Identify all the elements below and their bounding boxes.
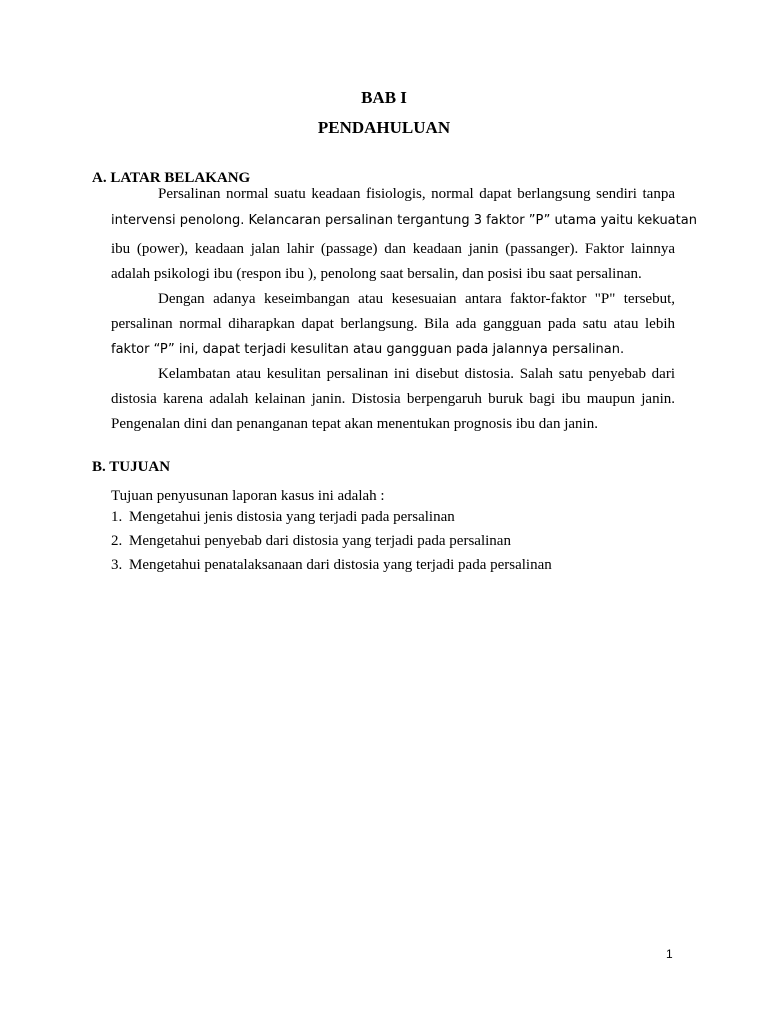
chapter-title: PENDAHULUAN — [317, 118, 451, 137]
list-item-number: 1. — [111, 509, 123, 525]
list-item — [111, 509, 455, 526]
paragraph-line: Pengenalan dini dan penanganan tepat akan menentukan prognosis ibu dan janin. — [111, 416, 598, 432]
list-item — [111, 533, 511, 550]
paragraph-line-text: faktor “P” ini, dapat terjadi kesulitan atau gangguan pada jalannya persalinan. — [111, 342, 625, 357]
list-item-text: Mengetahui penyebab dari distosia yang terjadi pada persalinan — [129, 533, 511, 549]
page-number: 1 — [666, 947, 673, 961]
paragraph-line: intervensi penolong. Kelancaran persalinan tergantung 3 faktor ”P” utama yaitu kekuatan — [111, 213, 697, 228]
section-b-heading: B. TUJUAN — [92, 459, 171, 475]
paragraph-line: ibu (power), keadaan jalan lahir (passage) dan keadaan janin (passanger). Faktor lainnya — [111, 241, 675, 257]
paragraph-line: Kelambatan atau kesulitan persalinan ini disebut distosia. Salah satu penyebab dari — [158, 366, 675, 382]
paragraph-line: persalinan normal diharapkan dapat berlangsung. Bila ada gangguan pada satu atau lebih — [111, 316, 675, 332]
section-a-heading: A. LATAR BELAKANG — [92, 170, 251, 186]
chapter-number: BAB I — [361, 88, 407, 107]
paragraph-line: Persalinan normal suatu keadaan fisiologis, normal dapat berlangsung sendiri tanpa — [158, 186, 675, 202]
paragraph-line: adalah psikologi ibu (respon ibu ), penolong saat bersalin, dan posisi ibu saat persalinan. — [111, 266, 642, 282]
section-b-intro: Tujuan penyusunan laporan kasus ini adalah : — [111, 488, 385, 504]
paragraph-line — [111, 340, 675, 359]
paragraph-line: Dengan adanya keseimbangan atau kesesuaian antara faktor-faktor "P" tersebut, — [158, 291, 675, 307]
list-item-text: Mengetahui jenis distosia yang terjadi pada persalinan — [129, 509, 455, 525]
list-item-text: Mengetahui penatalaksanaan dari distosia yang terjadi pada persalinan — [129, 557, 552, 573]
list-item-number: 3. — [111, 557, 123, 573]
list-item — [111, 557, 552, 574]
list-item-number: 2. — [111, 533, 123, 549]
paragraph-line: distosia karena adalah kelainan janin. Distosia berpengaruh buruk bagi ibu maupun janin. — [111, 391, 675, 407]
